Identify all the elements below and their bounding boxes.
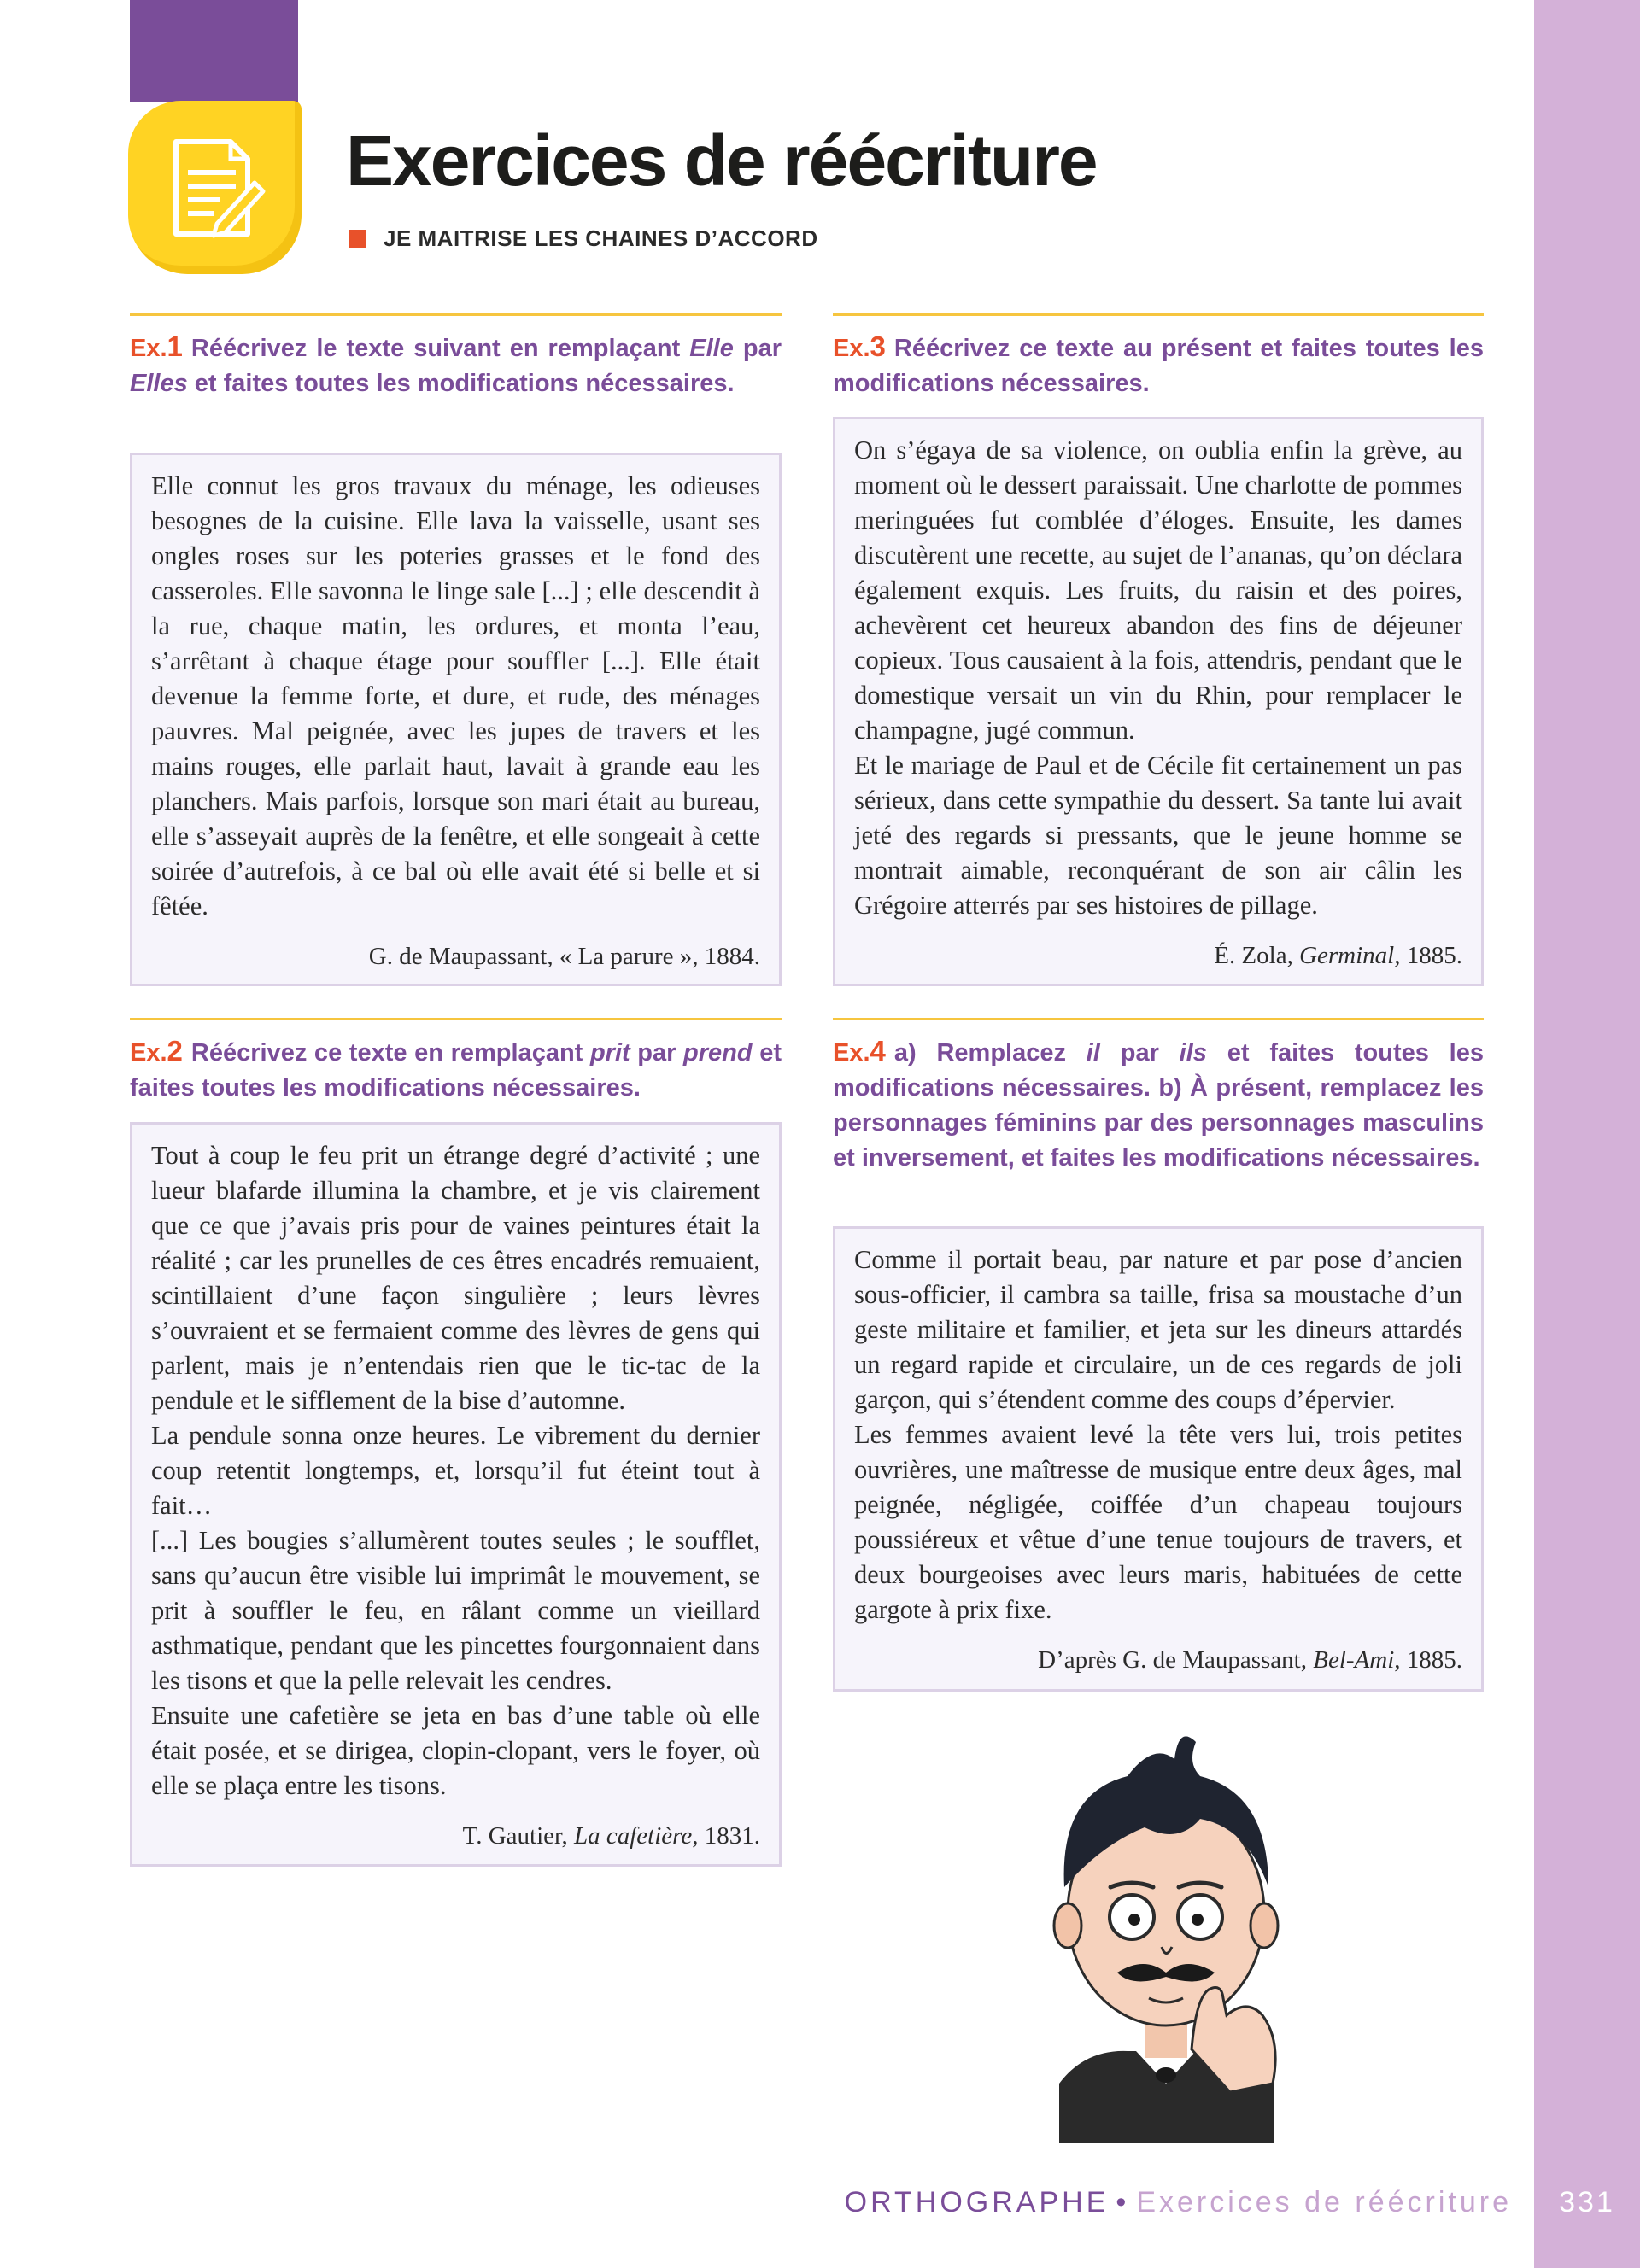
ex4-instruction: Ex.4 a) Remplacez il par ils et faites toutes les modifications nécessaires. b) À présent, remplacez les personnages féminins par des personnages masculins et inversement, et faites les modifications nécessaires. — [833, 1035, 1484, 1172]
ex3-paragraph: Et le mariage de Paul et de Cécile fit certainement un pas sérieux, dans cette sympathie du dessert. Sa tante lui avait jeté des regards si pressants, que le jeune homme se montrait aimable, reconquérant de son air câlin les Grégoire atterrés par ses histoires de pillage. — [854, 751, 1462, 920]
ex4-paragraph: Comme il portait beau, par nature et par pose d’ancien sous-officier, il cambra sa taille, frisa sa moustache d’un geste militaire et familier, et jeta sur les dineurs attardés un regard rapide et circulaire, un de ces regards de joli garçon, qui s’étendent comme des coups d’épervier. — [854, 1245, 1462, 1414]
footer-subsection: Exercices de réécriture — [1136, 2186, 1512, 2218]
footer-section: ORTHOGRAPHE — [844, 2186, 1110, 2218]
ex2-instruction: Ex.2 Réécrivez ce texte en remplaçant prit par prend et faites toutes les modifications nécessaires. — [130, 1035, 782, 1102]
ex2-rule — [130, 1018, 782, 1020]
ex2-paragraph: [...] Les bougies s’allumèrent toutes seules ; le soufflet, sans qu’aucun être visible lui imprimât le mouvement, se prit à souffler le feu, en râlant comme un vieillard asthmatique, pendant que les pincettes fourgonnaient dans les tisons et que la pelle relevait les cendres. — [151, 1526, 760, 1695]
ex3-instruction: Ex.3 Réécrivez ce texte au présent et faites toutes les modifications nécessaires. — [833, 330, 1484, 397]
footer-separator: • — [1116, 2186, 1130, 2218]
page-title: Exercices de réécriture — [346, 120, 1097, 201]
ex1-instruction: Ex.1 Réécrivez le texte suivant en remplaçant Elle par Elles et faites toutes les modifications nécessaires. — [130, 330, 782, 397]
side-band — [1534, 0, 1640, 2268]
ex4-paragraph: Les femmes avaient levé la tête vers lui, trois petites ouvrières, une maîtresse de musique entre deux âges, mal peignée, négligée, coiffée d’un chapeau toujours poussiéreux et vêtue d’une tenue toujours de travers, et deux bourgeoises avec leurs maris, habituées de cette gargote à prix fixe. — [854, 1420, 1462, 1624]
header-tab — [130, 0, 298, 102]
footer-breadcrumb — [845, 2186, 1512, 2219]
boy-thinking-illustration — [1025, 1716, 1307, 2143]
ex1-rule — [130, 313, 782, 316]
ex2-source: T. Gautier, La cafetière, 1831. — [462, 1822, 760, 1850]
subtitle-text: JE MAITRISE LES CHAINES D’ACCORD — [384, 225, 818, 251]
ex3-number: Ex.3 — [833, 330, 886, 362]
ex1-text-box — [130, 453, 782, 986]
ex3-source: É. Zola, Germinal, 1885. — [1214, 942, 1462, 969]
ex3-rule — [833, 313, 1484, 316]
ex2-paragraph: Ensuite une cafetière se jeta en bas d’une table où elle était posée, et se dirigea, clopin-clopant, vers le foyer, où elle se plaça entre les tisons. — [151, 1701, 760, 1800]
ex1-source: G. de Maupassant, « La parure », 1884. — [368, 943, 760, 970]
ex1-number: Ex.1 — [130, 330, 183, 362]
ex4-number: Ex.4 — [833, 1035, 886, 1067]
ex2-paragraph: Tout à coup le feu prit un étrange degré d’activité ; une lueur blafarde illumina la chambre, et je vis clairement que ce que j’avais pris pour de vaines peintures était la réalité ; car les prunelles de ces êtres encadrés remuaient, scintillaient d’une façon singulière ; leurs lèvres s’ouvraient et se fermaient comme des lèvres de gens qui parlent, mais je n’entendais rien que le tic-tac de la pendule et le sifflement de la bise d’automne. — [151, 1141, 760, 1415]
ex2-number: Ex.2 — [130, 1035, 183, 1067]
ex3-paragraph: On s’égaya de sa violence, on oublia enfin la grève, au moment où le dessert paraissait. Une charlotte de pommes meringuées fut comblée d’éloges. Ensuite, les dames discutèrent une recette, au sujet de l’ananas, qu’on déclara également exquis. Les fruits, du raisin et des poires, achevèrent cet heureux abandon des fins de déjeuner copieux. Tous causaient à la fois, attendris, pendant que le domestique versait un vin du Rhin, pour remplacer le champagne, jugé commun. — [854, 435, 1462, 745]
ex4-rule — [833, 1018, 1484, 1020]
ex4-source: D’après G. de Maupassant, Bel-Ami, 1885. — [1038, 1646, 1462, 1674]
ex1-paragraph: Elle connut les gros travaux du ménage, les odieuses besognes de la cuisine. Elle lava la vaisselle, usant ses ongles roses sur les poteries grasses et le fond des casseroles. Elle savonna le linge sale [...] ; elle descendit à la rue, chaque matin, les ordures, et monta l’eau, s’arrêtant à chaque étage pour souffler [...]. Elle était devenue la femme forte, et dure, et rude, des ménages pauvres. Mal peignée, avec les jupes de travers et les mains rouges, elle parlait haut, lavait à grande eau les planchers. Mais parfois, lorsque son mari était au bureau, elle s’asseyait auprès de la fenêtre, et elle songeait à cette soirée d’autrefois, à ce bal où elle avait été si belle et si fêtée. — [151, 471, 760, 921]
ex2-paragraph: La pendule sonna onze heures. Le vibrement du dernier coup retentit longtemps, et, lorsqu’il fut éteint tout à fait… — [151, 1421, 760, 1520]
section-subtitle — [348, 225, 818, 252]
ex3-text-box — [833, 417, 1484, 986]
page-number: 331 — [1559, 2186, 1615, 2218]
ex4-text-box — [833, 1226, 1484, 1692]
chapter-badge — [128, 101, 302, 274]
ex2-text-box — [130, 1122, 782, 1867]
document-pencil-icon — [164, 135, 266, 242]
square-bullet-icon — [348, 230, 366, 248]
